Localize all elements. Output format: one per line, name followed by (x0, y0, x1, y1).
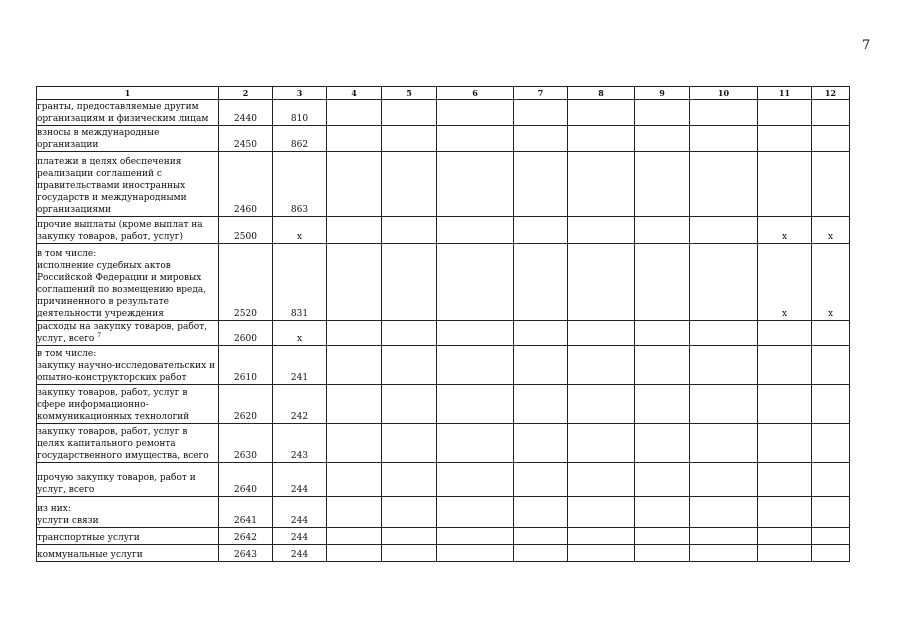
kbk-code-cell: x (273, 321, 327, 346)
row-label-line: Российской Федерации и мировых (37, 273, 202, 283)
value-cell (514, 346, 568, 385)
value-cell-col11 (758, 100, 812, 126)
row-code-cell: 2600 (219, 321, 273, 346)
row-label-line: услуг, всего (37, 485, 95, 495)
value-cell (690, 463, 758, 497)
value-cell (327, 152, 382, 217)
row-label-line: гранты, предоставляемые другим (37, 102, 199, 112)
value-cell (568, 385, 635, 424)
value-cell (437, 463, 514, 497)
value-cell (327, 244, 382, 321)
value-cell (568, 424, 635, 463)
row-label (37, 463, 219, 497)
value-cell (514, 463, 568, 497)
value-cell (437, 100, 514, 126)
row-label (37, 244, 219, 321)
value-cell-col12 (812, 100, 850, 126)
value-cell (514, 244, 568, 321)
table-row (37, 321, 850, 346)
value-cell-col11: x (758, 217, 812, 244)
row-code-cell: 2520 (219, 244, 273, 321)
value-cell (514, 152, 568, 217)
row-label-line: из них: (37, 504, 71, 514)
row-label-line: соглашений по возмещению вреда, (37, 285, 207, 295)
value-cell (382, 385, 437, 424)
value-cell (635, 126, 690, 152)
value-cell (437, 545, 514, 562)
value-cell (635, 528, 690, 545)
value-cell (382, 545, 437, 562)
kbk-code-cell: 242 (273, 385, 327, 424)
row-label-line: причиненного в результате (37, 297, 169, 307)
value-cell-col12 (812, 385, 850, 424)
value-cell (327, 346, 382, 385)
row-code-cell: 2500 (219, 217, 273, 244)
row-label (37, 217, 219, 244)
value-cell (514, 528, 568, 545)
row-label-line: закупку товаров, работ, услуг в (37, 388, 188, 398)
column-header: 2 (219, 87, 273, 100)
value-cell (635, 321, 690, 346)
value-cell (327, 100, 382, 126)
row-label-line: закупку товаров, работ, услуг в (37, 427, 188, 437)
value-cell (437, 152, 514, 217)
value-cell-col11 (758, 321, 812, 346)
value-cell-col12 (812, 497, 850, 528)
kbk-code-cell: 241 (273, 346, 327, 385)
value-cell (690, 321, 758, 346)
kbk-code-cell: x (273, 217, 327, 244)
value-cell (568, 217, 635, 244)
header-row (37, 87, 850, 100)
value-cell (635, 545, 690, 562)
value-cell (514, 385, 568, 424)
value-cell-col11 (758, 545, 812, 562)
row-code-cell: 2460 (219, 152, 273, 217)
value-cell-col12 (812, 126, 850, 152)
value-cell (514, 126, 568, 152)
row-label-line: в том числе: (37, 249, 97, 259)
row-code-cell: 2642 (219, 528, 273, 545)
value-cell (635, 424, 690, 463)
value-cell-col11 (758, 152, 812, 217)
value-cell (382, 126, 437, 152)
value-cell (690, 100, 758, 126)
table-row (37, 463, 850, 497)
value-cell-col11 (758, 346, 812, 385)
budget-table (36, 86, 850, 562)
value-cell (437, 424, 514, 463)
value-cell-col12 (812, 424, 850, 463)
value-cell (690, 217, 758, 244)
kbk-code-cell: 244 (273, 545, 327, 562)
row-code-cell: 2440 (219, 100, 273, 126)
value-cell (690, 152, 758, 217)
value-cell-col12 (812, 346, 850, 385)
value-cell (327, 424, 382, 463)
value-cell-col12 (812, 528, 850, 545)
value-cell-col11: x (758, 244, 812, 321)
value-cell (382, 528, 437, 545)
table-row (37, 497, 850, 528)
value-cell (568, 463, 635, 497)
value-cell (635, 217, 690, 244)
value-cell (437, 385, 514, 424)
table-row (37, 217, 850, 244)
row-code-cell: 2620 (219, 385, 273, 424)
kbk-code-cell: 244 (273, 497, 327, 528)
value-cell (568, 545, 635, 562)
row-label (37, 152, 219, 217)
value-cell (568, 100, 635, 126)
value-cell (635, 385, 690, 424)
row-label-line: взносы в международные (37, 128, 160, 138)
value-cell (690, 545, 758, 562)
column-header: 6 (437, 87, 514, 100)
value-cell (327, 463, 382, 497)
row-label (37, 100, 219, 126)
value-cell (382, 497, 437, 528)
value-cell-col11 (758, 385, 812, 424)
row-label (37, 346, 219, 385)
value-cell (690, 126, 758, 152)
row-label-line: транспортные услуги (37, 533, 140, 543)
page-number: 7 (862, 38, 871, 53)
table-row (37, 152, 850, 217)
value-cell (382, 100, 437, 126)
value-cell (327, 217, 382, 244)
value-cell (514, 321, 568, 346)
value-cell (514, 424, 568, 463)
table-row (37, 100, 850, 126)
column-header: 8 (568, 87, 635, 100)
row-code-cell: 2641 (219, 497, 273, 528)
value-cell (635, 497, 690, 528)
value-cell (437, 126, 514, 152)
kbk-code-cell: 243 (273, 424, 327, 463)
row-label-line: коммуникационных технологий (37, 412, 190, 422)
value-cell (568, 126, 635, 152)
value-cell (514, 100, 568, 126)
value-cell (635, 346, 690, 385)
value-cell (382, 321, 437, 346)
row-label (37, 126, 219, 152)
value-cell-col11 (758, 528, 812, 545)
row-label (37, 321, 219, 346)
column-header: 9 (635, 87, 690, 100)
kbk-code-cell: 244 (273, 528, 327, 545)
row-label-line: государств и международными (37, 193, 187, 203)
value-cell-col12 (812, 321, 850, 346)
table-row (37, 385, 850, 424)
value-cell (568, 321, 635, 346)
table-row (37, 346, 850, 385)
value-cell (327, 321, 382, 346)
column-header: 3 (273, 87, 327, 100)
value-cell (327, 545, 382, 562)
kbk-code-cell: 862 (273, 126, 327, 152)
value-cell (327, 385, 382, 424)
value-cell-col12 (812, 152, 850, 217)
value-cell (437, 497, 514, 528)
kbk-code-cell: 831 (273, 244, 327, 321)
value-cell-col11 (758, 126, 812, 152)
value-cell (568, 152, 635, 217)
value-cell-col12 (812, 463, 850, 497)
row-label-line: организациям и физическим лицам (37, 114, 209, 124)
row-label-line: в том числе: (37, 349, 97, 359)
row-label-line: закупку товаров, работ, услуг) (37, 232, 184, 242)
table-row (37, 244, 850, 321)
value-cell-col11 (758, 463, 812, 497)
column-header: 4 (327, 87, 382, 100)
value-cell (327, 497, 382, 528)
value-cell (437, 217, 514, 244)
value-cell (635, 100, 690, 126)
value-cell (437, 321, 514, 346)
value-cell (690, 424, 758, 463)
value-cell (635, 244, 690, 321)
value-cell (568, 244, 635, 321)
value-cell (327, 126, 382, 152)
column-header: 10 (690, 87, 758, 100)
value-cell-col12: x (812, 217, 850, 244)
value-cell (382, 244, 437, 321)
column-header: 1 (37, 87, 219, 100)
value-cell-col12: x (812, 244, 850, 321)
table-row (37, 126, 850, 152)
row-label-line: целях капитального ремонта (37, 439, 176, 449)
row-code-cell: 2640 (219, 463, 273, 497)
kbk-code-cell: 244 (273, 463, 327, 497)
value-cell (382, 346, 437, 385)
row-label (37, 528, 219, 545)
row-label-line: услуги связи (37, 516, 99, 526)
value-cell (382, 217, 437, 244)
row-code-cell: 2450 (219, 126, 273, 152)
value-cell (382, 152, 437, 217)
value-cell (690, 528, 758, 545)
value-cell-col11 (758, 424, 812, 463)
value-cell (690, 497, 758, 528)
row-label (37, 545, 219, 562)
row-label-line (37, 333, 218, 345)
row-code-cell: 2630 (219, 424, 273, 463)
row-label-text: услуг, всего (37, 334, 95, 344)
row-code-cell: 2610 (219, 346, 273, 385)
footnote-mark: 7 (97, 332, 102, 339)
row-label-line: организации (37, 140, 99, 150)
value-cell (690, 244, 758, 321)
row-label (37, 424, 219, 463)
kbk-code-cell: 863 (273, 152, 327, 217)
row-label-line: организациями (37, 205, 111, 215)
value-cell (568, 346, 635, 385)
row-label-line: закупку научно-исследовательских и (37, 361, 216, 371)
value-cell (514, 217, 568, 244)
value-cell (437, 346, 514, 385)
row-label-line: опытно-конструкторских работ (37, 373, 187, 383)
value-cell (382, 463, 437, 497)
value-cell (514, 545, 568, 562)
table-row (37, 528, 850, 545)
value-cell (635, 152, 690, 217)
kbk-code-cell: 810 (273, 100, 327, 126)
row-label-line: реализации соглашений с (37, 169, 162, 179)
row-label-line: правительствами иностранных (37, 181, 186, 191)
value-cell (437, 528, 514, 545)
value-cell (568, 497, 635, 528)
value-cell (690, 385, 758, 424)
value-cell (327, 528, 382, 545)
value-cell (437, 244, 514, 321)
row-label (37, 385, 219, 424)
row-code-cell: 2643 (219, 545, 273, 562)
row-label-line: расходы на закупку товаров, работ, (37, 322, 208, 332)
value-cell (514, 497, 568, 528)
value-cell (690, 346, 758, 385)
row-label-line: прочие выплаты (кроме выплат на (37, 220, 203, 230)
value-cell (568, 528, 635, 545)
row-label-line: коммунальные услуги (37, 550, 143, 560)
column-header: 12 (812, 87, 850, 100)
row-label (37, 497, 219, 528)
row-label-line: платежи в целях обеспечения (37, 157, 182, 167)
value-cell-col11 (758, 497, 812, 528)
value-cell (382, 424, 437, 463)
value-cell-col12 (812, 545, 850, 562)
column-header: 7 (514, 87, 568, 100)
value-cell (635, 463, 690, 497)
row-label-line: исполнение судебных актов (37, 261, 171, 271)
column-header: 11 (758, 87, 812, 100)
row-label-line: деятельности учреждения (37, 309, 164, 319)
row-label-line: государственного имущества, всего (37, 451, 209, 461)
table-row (37, 424, 850, 463)
row-label-line: прочую закупку товаров, работ и (37, 473, 196, 483)
column-header: 5 (382, 87, 437, 100)
row-label-line: сфере информационно- (37, 400, 149, 410)
table-row (37, 545, 850, 562)
